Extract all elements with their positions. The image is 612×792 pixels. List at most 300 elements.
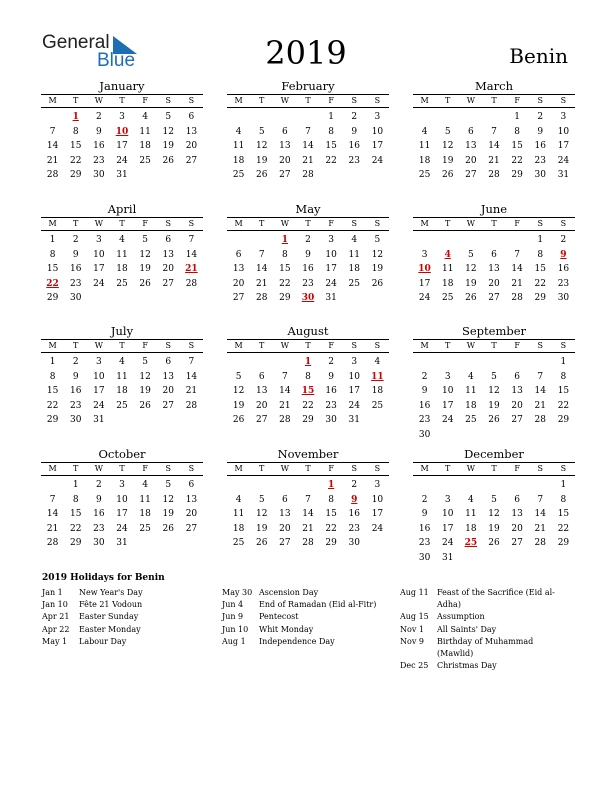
holiday-name: Easter Monday bbox=[79, 624, 141, 634]
weekday-label: T bbox=[491, 341, 497, 350]
day: 8 bbox=[305, 371, 311, 382]
day: 29 bbox=[557, 415, 570, 425]
day: 3 bbox=[374, 112, 381, 122]
day: 29 bbox=[325, 538, 337, 548]
empty-day bbox=[413, 233, 436, 248]
weekday-label: F bbox=[142, 96, 148, 105]
day: 5 bbox=[165, 112, 172, 122]
weekday-label: T bbox=[305, 464, 311, 473]
day: 31 bbox=[348, 415, 360, 425]
day: 26 bbox=[255, 170, 268, 180]
day: 11 bbox=[116, 249, 128, 260]
day: 30 bbox=[93, 170, 105, 180]
day: 30 bbox=[557, 293, 570, 303]
day: 1 bbox=[49, 357, 56, 367]
day: 3 bbox=[421, 249, 428, 260]
holiday-date: Apr 22 bbox=[42, 624, 70, 634]
weekday-label: T bbox=[259, 96, 265, 105]
empty-day bbox=[250, 355, 273, 370]
weekday-label: T bbox=[73, 96, 79, 105]
weekday-label: M bbox=[48, 464, 57, 473]
day: 26 bbox=[162, 523, 174, 534]
day: 10 bbox=[557, 126, 570, 137]
month-october bbox=[41, 447, 203, 551]
day: 18 bbox=[232, 155, 245, 166]
weekday-label: F bbox=[328, 464, 334, 473]
weekday-label: M bbox=[48, 96, 57, 105]
month-february bbox=[227, 79, 389, 183]
holiday-name: Birthday of Muhammad (Mawlid) bbox=[437, 636, 534, 659]
day: 14 bbox=[488, 141, 500, 151]
holiday-column bbox=[42, 587, 212, 648]
day: 27 bbox=[511, 538, 523, 548]
day: 7 bbox=[537, 371, 544, 382]
weekday-label: W bbox=[280, 464, 289, 473]
day: 26 bbox=[139, 400, 151, 411]
day: 29 bbox=[46, 415, 59, 425]
day: 25 bbox=[371, 400, 384, 411]
day: 28 bbox=[488, 170, 500, 180]
holiday-name: Feast of the Sacrifice (Eid al-Adha) bbox=[437, 588, 555, 610]
day: 11 bbox=[441, 264, 454, 274]
day: 8 bbox=[49, 249, 56, 260]
empty-day bbox=[227, 355, 250, 370]
weekday-label: W bbox=[94, 464, 103, 473]
empty-day bbox=[413, 355, 436, 370]
empty-day bbox=[250, 233, 273, 248]
day: 9 bbox=[328, 371, 334, 382]
holiday-date: May 1 bbox=[42, 636, 68, 646]
day: 20 bbox=[279, 523, 291, 534]
month-june bbox=[413, 202, 575, 306]
month-march bbox=[413, 79, 575, 183]
day: 25 bbox=[116, 400, 128, 411]
day: 7 bbox=[537, 494, 544, 505]
day: 19 bbox=[488, 523, 500, 534]
day: 5 bbox=[142, 357, 148, 367]
weekday-label: W bbox=[466, 219, 475, 228]
day: 23 bbox=[348, 155, 360, 166]
weekday-header bbox=[41, 339, 203, 353]
day: 23 bbox=[534, 155, 546, 166]
day: 13 bbox=[511, 509, 523, 519]
day: 13 bbox=[255, 386, 268, 396]
day: 15 bbox=[69, 141, 82, 151]
month-january bbox=[41, 79, 203, 183]
day: 7 bbox=[49, 494, 56, 505]
holiday-item bbox=[42, 599, 212, 611]
day: 19 bbox=[371, 264, 384, 274]
day: 26 bbox=[162, 155, 174, 166]
weekday-label: S bbox=[374, 341, 381, 350]
day: 19 bbox=[162, 509, 174, 519]
day: 10 bbox=[325, 249, 337, 260]
month-title: June bbox=[480, 202, 508, 216]
holiday-name: Assumption bbox=[437, 612, 485, 622]
weekday-header bbox=[227, 217, 389, 231]
weekday-label: S bbox=[374, 464, 381, 473]
day: 17 bbox=[93, 264, 105, 274]
month-title: May bbox=[295, 202, 321, 216]
weekday-header bbox=[41, 217, 203, 231]
day: 21 bbox=[255, 278, 268, 289]
weekday-label: F bbox=[514, 464, 520, 473]
day: 22 bbox=[46, 400, 59, 411]
weekday-label: T bbox=[119, 219, 125, 228]
day: 15 bbox=[557, 509, 570, 519]
day: 30 bbox=[348, 538, 360, 548]
weekday-label: T bbox=[445, 96, 451, 105]
day: 4 bbox=[119, 357, 125, 367]
weekday-label: T bbox=[305, 219, 311, 228]
holiday-column bbox=[400, 587, 560, 672]
day: 15 bbox=[557, 386, 570, 396]
day: 7 bbox=[258, 249, 265, 260]
weekday-label: W bbox=[94, 219, 103, 228]
weekday-label: S bbox=[188, 96, 195, 105]
day: 25 bbox=[139, 155, 151, 166]
day: 23 bbox=[557, 278, 570, 289]
day: 30 bbox=[418, 429, 431, 440]
holiday-date: Aug 15 bbox=[400, 612, 429, 622]
day: 1 bbox=[560, 480, 567, 490]
day: 12 bbox=[488, 509, 500, 519]
empty-day bbox=[506, 478, 529, 493]
calendar-year: 2019 bbox=[265, 34, 347, 72]
day: 30 bbox=[534, 170, 546, 180]
day: 19 bbox=[465, 278, 477, 289]
day: 11 bbox=[139, 126, 151, 137]
weekday-label: W bbox=[94, 341, 103, 350]
day: 23 bbox=[69, 278, 82, 289]
month-title: November bbox=[277, 447, 339, 461]
day: 18 bbox=[139, 509, 151, 519]
weekday-label: S bbox=[188, 219, 195, 228]
day: 2 bbox=[328, 357, 334, 367]
day: 2 bbox=[421, 494, 428, 505]
holiday-day: 15 bbox=[301, 386, 315, 396]
weekday-label: S bbox=[537, 219, 544, 228]
weekday-header bbox=[413, 339, 575, 353]
weekday-label: M bbox=[420, 341, 429, 350]
day: 14 bbox=[279, 386, 291, 396]
month-title: September bbox=[461, 324, 527, 338]
day: 13 bbox=[185, 126, 198, 137]
day: 24 bbox=[418, 293, 431, 303]
day: 25 bbox=[139, 523, 151, 534]
day: 2 bbox=[95, 480, 102, 490]
day: 11 bbox=[139, 494, 151, 505]
day: 17 bbox=[116, 141, 128, 151]
day: 13 bbox=[185, 494, 198, 505]
day: 18 bbox=[371, 386, 384, 396]
weekday-label: S bbox=[537, 464, 544, 473]
day: 17 bbox=[325, 264, 337, 274]
day: 21 bbox=[302, 155, 314, 166]
empty-day bbox=[41, 110, 64, 125]
day: 5 bbox=[235, 371, 242, 382]
day: 27 bbox=[279, 538, 291, 548]
day: 24 bbox=[371, 523, 384, 534]
weekday-label: S bbox=[351, 464, 358, 473]
day: 18 bbox=[465, 400, 477, 411]
empty-day bbox=[436, 233, 459, 248]
day: 10 bbox=[441, 386, 454, 396]
day: 14 bbox=[302, 141, 314, 151]
month-title: December bbox=[464, 447, 524, 461]
weekday-label: F bbox=[328, 96, 334, 105]
day: 22 bbox=[325, 523, 337, 534]
day: 18 bbox=[348, 264, 360, 274]
day: 6 bbox=[467, 126, 474, 137]
day: 4 bbox=[467, 494, 474, 505]
month-title: October bbox=[98, 447, 146, 461]
day: 22 bbox=[534, 278, 546, 289]
day: 13 bbox=[162, 371, 174, 382]
day: 4 bbox=[119, 235, 125, 245]
day: 21 bbox=[511, 278, 523, 289]
weekday-header bbox=[227, 462, 389, 476]
weekday-label: W bbox=[280, 341, 289, 350]
day: 8 bbox=[537, 249, 544, 260]
day: 22 bbox=[69, 523, 82, 534]
day: 24 bbox=[116, 523, 128, 534]
day: 7 bbox=[305, 494, 311, 505]
day: 27 bbox=[185, 155, 198, 166]
empty-day bbox=[250, 110, 273, 125]
day: 8 bbox=[514, 126, 520, 137]
holiday-item bbox=[42, 636, 212, 648]
empty-day bbox=[482, 355, 505, 370]
day: 12 bbox=[488, 386, 500, 396]
day: 29 bbox=[534, 293, 546, 303]
day: 28 bbox=[302, 170, 314, 180]
weekday-label: S bbox=[537, 341, 544, 350]
holiday-day: 30 bbox=[301, 293, 315, 303]
day: 25 bbox=[441, 293, 454, 303]
day: 18 bbox=[139, 141, 151, 151]
day: 28 bbox=[255, 293, 268, 303]
empty-day bbox=[459, 233, 482, 248]
day: 20 bbox=[279, 155, 291, 166]
day: 13 bbox=[279, 141, 291, 151]
day: 19 bbox=[255, 155, 268, 166]
day: 26 bbox=[255, 538, 268, 548]
month-title: July bbox=[110, 324, 134, 338]
day: 19 bbox=[232, 400, 245, 411]
empty-day bbox=[250, 478, 273, 493]
holiday-name: New Year's Day bbox=[79, 588, 143, 597]
empty-day bbox=[413, 110, 436, 125]
month-title: February bbox=[281, 79, 335, 93]
empty-day bbox=[273, 478, 296, 493]
day: 16 bbox=[557, 264, 570, 274]
day: 26 bbox=[139, 278, 151, 289]
day: 10 bbox=[441, 509, 454, 519]
day: 26 bbox=[488, 538, 500, 548]
day: 29 bbox=[69, 170, 82, 180]
holiday-name: Christmas Day bbox=[437, 661, 497, 671]
day: 8 bbox=[72, 494, 79, 505]
day: 28 bbox=[185, 278, 198, 289]
day: 13 bbox=[232, 264, 245, 274]
weekday-label: W bbox=[280, 96, 289, 105]
day: 15 bbox=[46, 386, 59, 396]
day: 18 bbox=[418, 155, 431, 166]
day: 9 bbox=[95, 494, 102, 505]
day: 20 bbox=[185, 509, 198, 519]
day: 20 bbox=[255, 400, 268, 411]
holiday-item bbox=[400, 624, 560, 636]
weekday-header bbox=[413, 462, 575, 476]
day: 15 bbox=[325, 509, 337, 519]
holidays-title: 2019 Holidays for Benin bbox=[42, 573, 165, 583]
day: 17 bbox=[557, 141, 570, 151]
empty-day bbox=[529, 355, 552, 370]
holiday-day: 25 bbox=[464, 538, 478, 548]
weekday-label: F bbox=[514, 219, 520, 228]
holiday-name: Pentecost bbox=[259, 612, 299, 622]
holiday-item bbox=[42, 611, 212, 623]
day: 6 bbox=[514, 494, 520, 505]
holiday-date: Jan 1 bbox=[42, 588, 63, 597]
holiday-item bbox=[42, 587, 212, 599]
day: 8 bbox=[72, 126, 79, 137]
day: 31 bbox=[325, 293, 337, 303]
weekday-label: S bbox=[165, 341, 172, 350]
day: 3 bbox=[95, 235, 102, 245]
holiday-day: 4 bbox=[444, 249, 451, 260]
day: 21 bbox=[534, 400, 546, 411]
day: 25 bbox=[116, 278, 128, 289]
day: 3 bbox=[374, 480, 381, 490]
month-title: April bbox=[107, 202, 137, 216]
day: 11 bbox=[232, 141, 245, 151]
weekday-label: W bbox=[466, 341, 475, 350]
day: 12 bbox=[232, 386, 245, 396]
weekday-label: S bbox=[165, 464, 172, 473]
day: 17 bbox=[418, 278, 431, 289]
day-grid bbox=[413, 110, 575, 183]
day: 3 bbox=[95, 357, 102, 367]
month-april bbox=[41, 202, 203, 306]
day: 23 bbox=[325, 400, 337, 411]
day: 19 bbox=[139, 386, 151, 396]
day: 29 bbox=[279, 293, 291, 303]
weekday-label: W bbox=[466, 464, 475, 473]
day: 11 bbox=[465, 509, 477, 519]
day: 23 bbox=[69, 400, 82, 411]
empty-day bbox=[436, 478, 459, 493]
day-grid bbox=[227, 355, 389, 428]
day: 7 bbox=[188, 357, 195, 367]
day: 16 bbox=[325, 386, 337, 396]
day: 2 bbox=[351, 480, 358, 490]
day: 3 bbox=[351, 357, 358, 367]
holiday-date: Nov 1 bbox=[400, 624, 424, 634]
weekday-label: S bbox=[188, 341, 195, 350]
day: 24 bbox=[441, 415, 454, 425]
day: 31 bbox=[557, 170, 570, 180]
holiday-date: Apr 21 bbox=[42, 612, 70, 622]
weekday-label: W bbox=[94, 96, 103, 105]
day-grid bbox=[413, 233, 575, 306]
day: 1 bbox=[72, 480, 79, 490]
day: 6 bbox=[281, 126, 288, 137]
country-name: Benin bbox=[509, 44, 568, 68]
weekday-header bbox=[413, 217, 575, 231]
holiday-day: 1 bbox=[72, 112, 79, 122]
day: 31 bbox=[116, 170, 128, 180]
day: 12 bbox=[139, 371, 151, 382]
day: 24 bbox=[325, 278, 337, 289]
holiday-day: 1 bbox=[281, 235, 288, 245]
weekday-label: T bbox=[305, 341, 311, 350]
day: 6 bbox=[281, 494, 288, 505]
holiday-item bbox=[222, 636, 394, 648]
day: 28 bbox=[534, 415, 546, 425]
day: 26 bbox=[371, 278, 384, 289]
empty-day bbox=[296, 110, 319, 125]
day: 11 bbox=[232, 509, 245, 519]
holiday-column bbox=[222, 587, 394, 648]
holiday-item bbox=[400, 636, 560, 660]
day: 16 bbox=[69, 264, 82, 274]
day: 6 bbox=[188, 112, 195, 122]
day: 6 bbox=[165, 357, 172, 367]
day: 4 bbox=[421, 126, 428, 137]
empty-day bbox=[227, 478, 250, 493]
holiday-day: 10 bbox=[418, 264, 431, 274]
day: 27 bbox=[465, 170, 477, 180]
day: 10 bbox=[371, 126, 384, 137]
holiday-name: All Saints' Day bbox=[437, 624, 497, 634]
day: 1 bbox=[328, 112, 334, 122]
weekday-label: F bbox=[514, 341, 520, 350]
day: 27 bbox=[279, 170, 291, 180]
day: 4 bbox=[235, 126, 242, 137]
day: 8 bbox=[281, 249, 288, 260]
empty-day bbox=[459, 110, 482, 125]
weekday-label: M bbox=[420, 464, 429, 473]
weekday-label: F bbox=[328, 219, 334, 228]
holiday-day: 9 bbox=[560, 249, 567, 260]
holiday-item bbox=[400, 587, 560, 611]
day: 20 bbox=[488, 278, 500, 289]
day: 9 bbox=[72, 249, 79, 260]
day: 13 bbox=[279, 509, 291, 519]
day: 21 bbox=[488, 155, 500, 166]
weekday-label: M bbox=[420, 219, 429, 228]
month-august bbox=[227, 324, 389, 428]
day: 23 bbox=[418, 538, 431, 548]
day: 12 bbox=[139, 249, 151, 260]
holiday-date: May 30 bbox=[222, 588, 253, 597]
day: 6 bbox=[258, 371, 265, 382]
holiday-day: 11 bbox=[371, 371, 384, 382]
day: 5 bbox=[142, 235, 148, 245]
day: 23 bbox=[302, 278, 314, 289]
weekday-label: F bbox=[142, 219, 148, 228]
holiday-item bbox=[400, 611, 560, 623]
day: 15 bbox=[279, 264, 291, 274]
day: 16 bbox=[348, 141, 360, 151]
weekday-label: F bbox=[514, 96, 520, 105]
empty-day bbox=[227, 110, 250, 125]
day: 4 bbox=[374, 357, 381, 367]
holiday-name: End of Ramadan (Eid al-Fitr) bbox=[259, 600, 377, 610]
day: 27 bbox=[255, 415, 268, 425]
